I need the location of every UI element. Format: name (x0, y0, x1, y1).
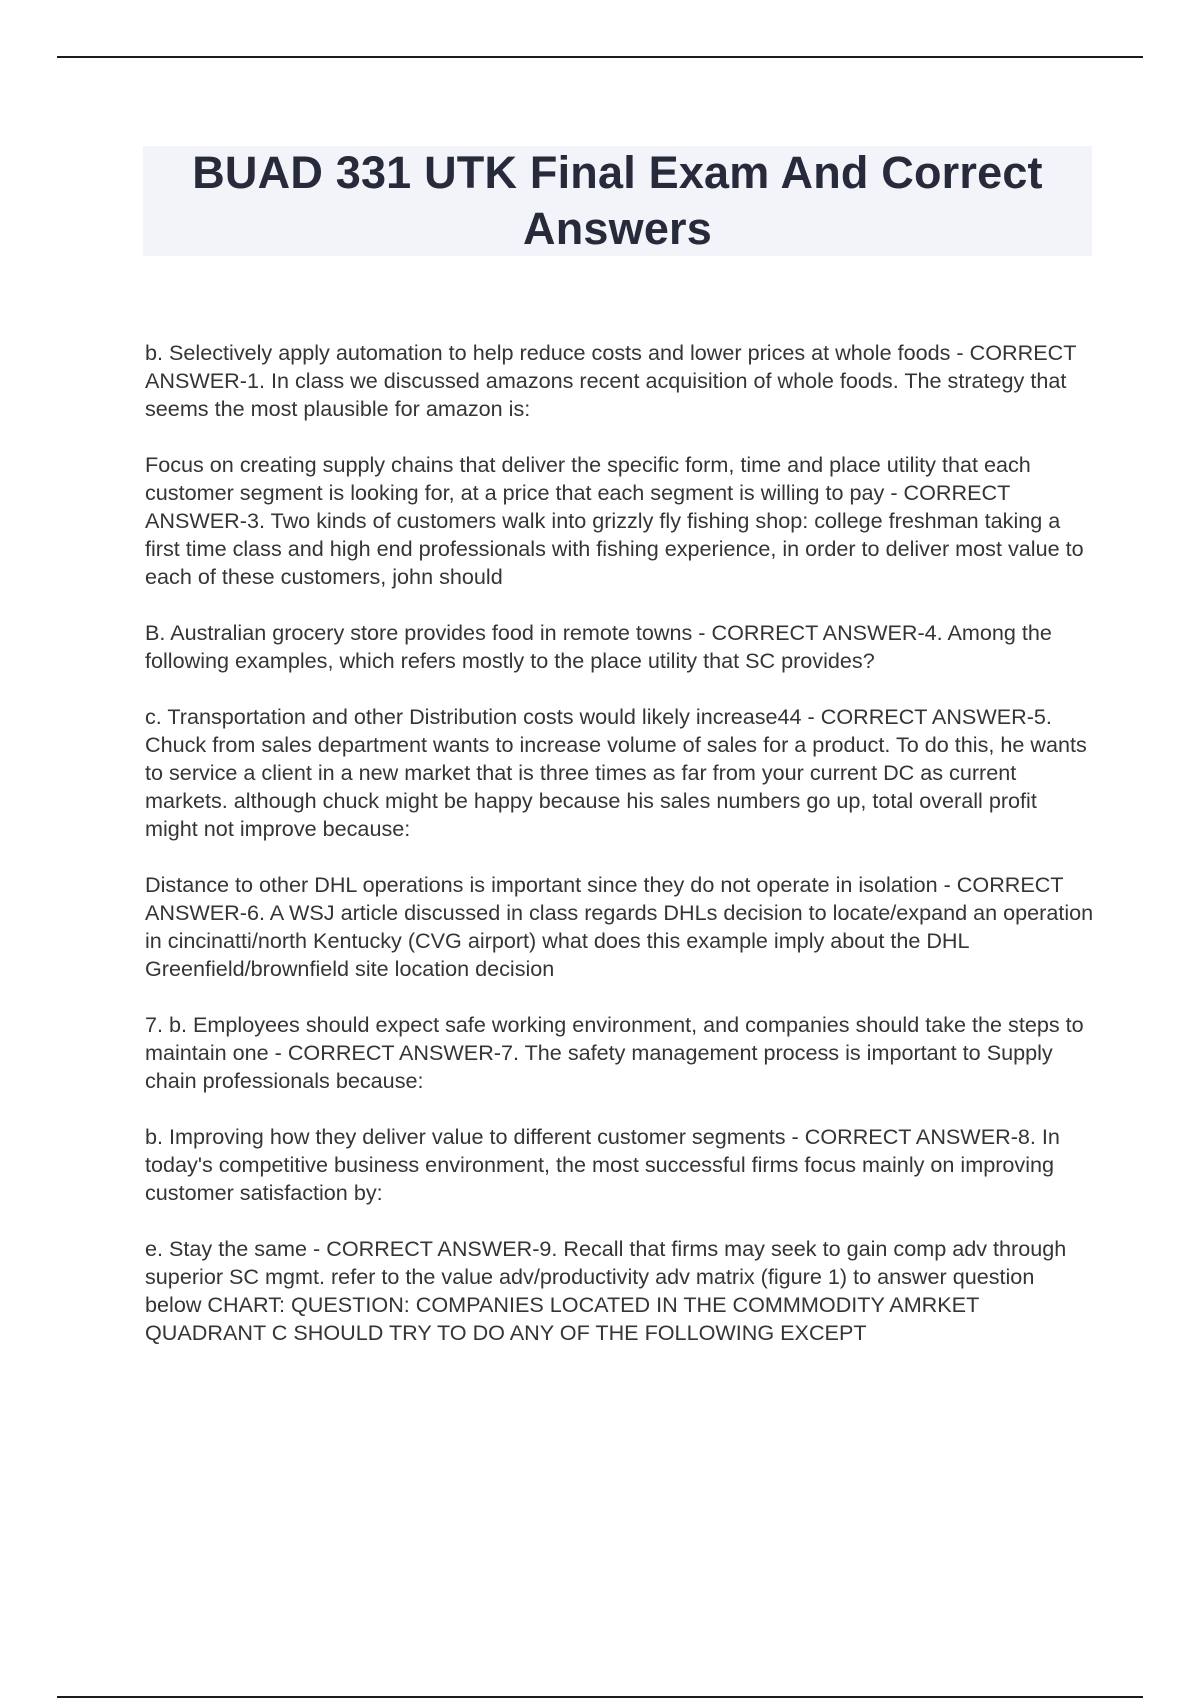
title-banner (143, 146, 1092, 256)
top-divider (57, 56, 1143, 58)
qa-entry-4: c. Transportation and other Distribution costs would likely increase44 - CORRECT ANSWER-5. Chuck from sales department wants to increase volume of sales for a product. To do this, he wants to service a client in a new market that is three times as far from your current DC as current markets. although chuck might be happy because his sales numbers go up, total overall profit might not improve because: (145, 704, 1087, 841)
qa-entry-8: e. Stay the same - CORRECT ANSWER-9. Recall that firms may seek to gain comp adv through superior SC mgmt. refer to the value adv/productivity adv matrix (figure 1) to answer question below CHART: QUESTION: COMPANIES LOCATED IN THE COMMMODITY AMRKET QUADRANT C SHOULD TRY TO DO ANY OF THE FOLLOWING EXCEPT (145, 1236, 1067, 1345)
qa-entry-6: 7. b. Employees should expect safe working environment, and companies should take the steps to maintain one - CORRECT ANSWER-7. The safety management process is important to Supply chain professionals because: (145, 1012, 1084, 1093)
qa-entry-2: Focus on creating supply chains that deliver the specific form, time and place utility that each customer segment is looking for, at a price that each segment is willing to pay - CORRECT ANSWER-3. Two kinds of customers walk into grizzly fly fishing shop: college freshman taking a first time class and high end professionals with fishing experience, in order to deliver most value to each of these customers, john should (145, 452, 1084, 589)
document-title: BUAD 331 UTK Final Exam And Correct Answers (192, 147, 1043, 254)
answer-list (145, 339, 1095, 1375)
qa-entry-3: B. Australian grocery store provides food in remote towns - CORRECT ANSWER-4. Among the following examples, which refers mostly to the place utility that SC provides? (145, 620, 1052, 673)
qa-entry-5: Distance to other DHL operations is important since they do not operate in isolation - CORRECT ANSWER-6. A WSJ article discussed in class regards DHLs decision to locate/expand an operation in cincinatti/north Kentucky (CVG airport) what does this example imply about the DHL Greenfield/brownfield site location decision (145, 872, 1094, 981)
qa-entry-7: b. Improving how they deliver value to different customer segments - CORRECT ANSWER-8. In today's competitive business environment, the most successful firms focus mainly on improving customer satisfaction by: (145, 1124, 1060, 1205)
bottom-divider (57, 1696, 1143, 1698)
qa-entry-1: b. Selectively apply automation to help reduce costs and lower prices at whole foods - CORRECT ANSWER-1. In class we discussed amazons recent acquisition of whole foods. The strategy that seems the most plausible for amazon is: (145, 340, 1076, 421)
